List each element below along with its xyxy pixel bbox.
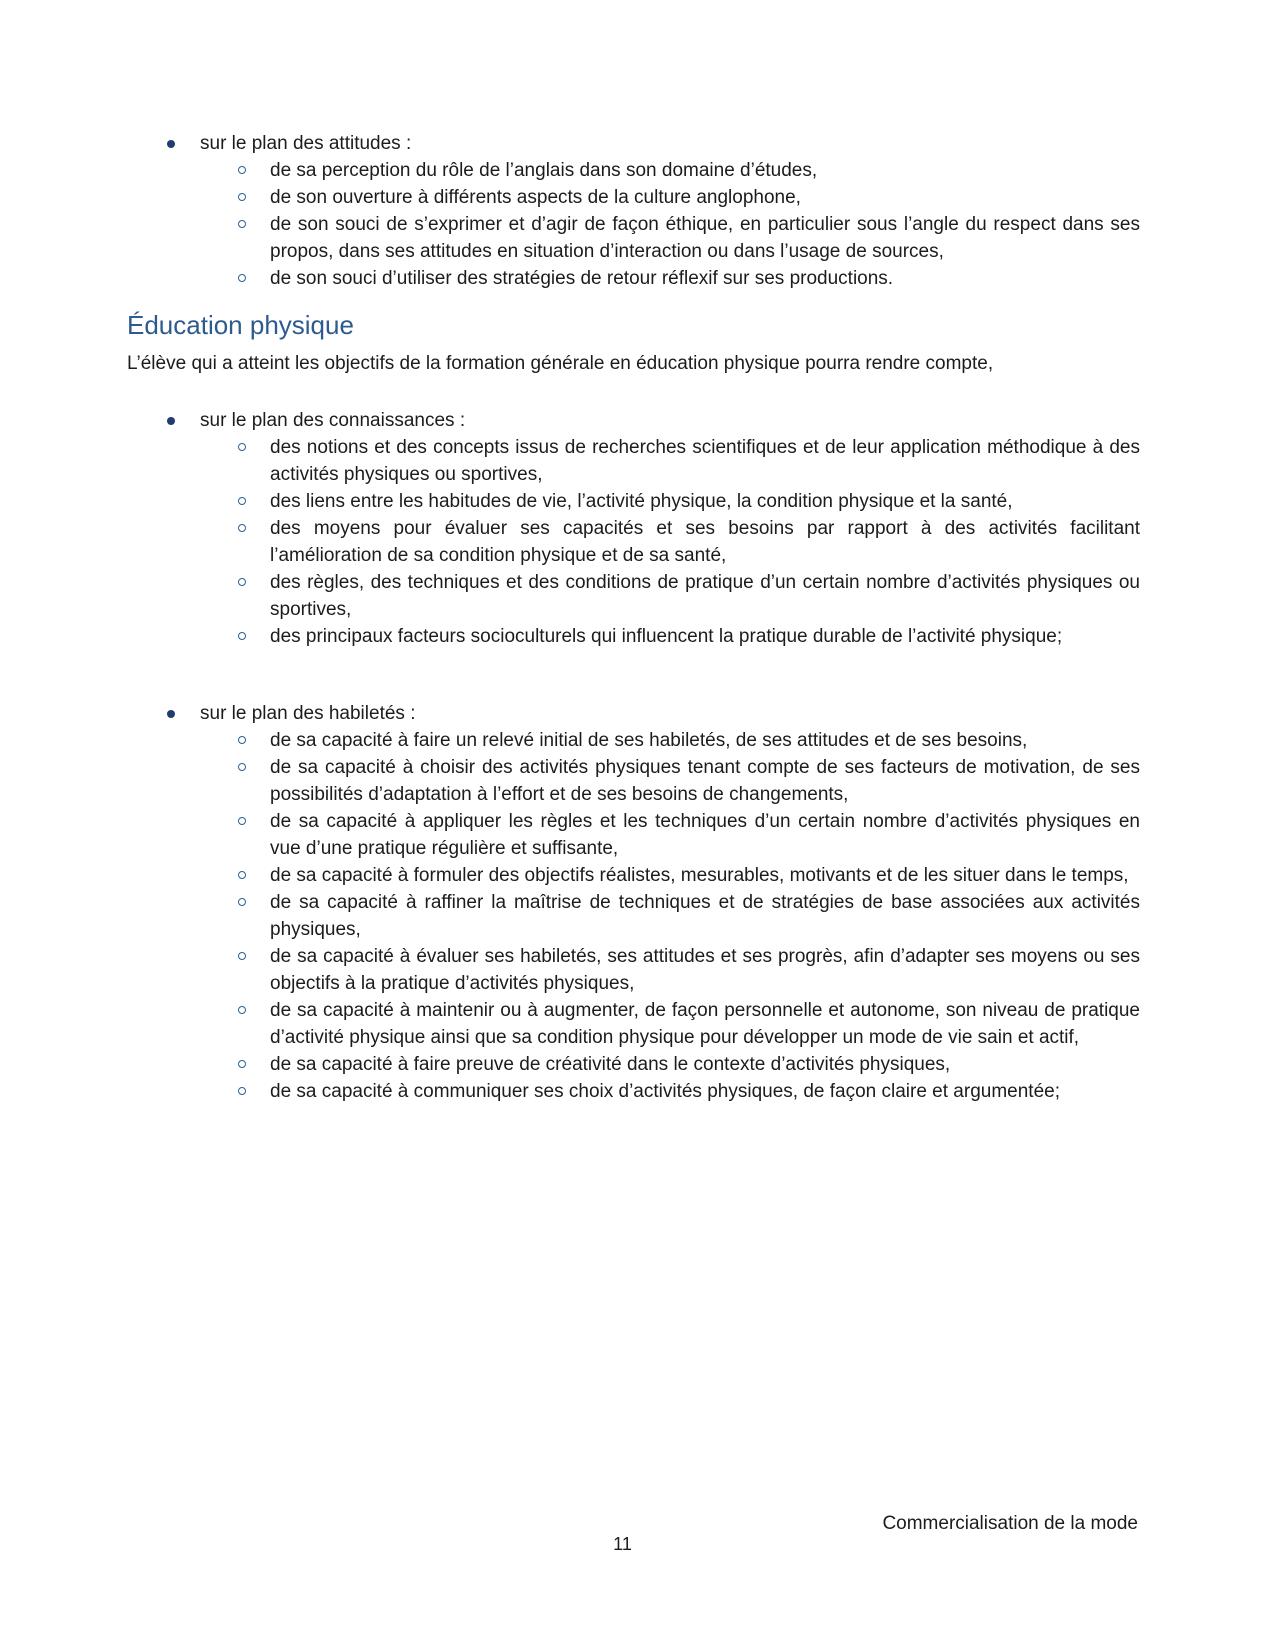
bullet-dot-icon xyxy=(167,140,175,148)
intro-paragraph: L’élève qui a atteint les objectifs de la formation générale en éducation physique pourra rendre compte, xyxy=(127,353,994,374)
list-item xyxy=(127,265,1140,292)
bullet-section-attitudes xyxy=(127,130,1140,292)
list-item xyxy=(127,488,1140,515)
circle-bullet-icon xyxy=(238,871,246,879)
circle-bullet-icon xyxy=(238,524,246,532)
circle-bullet-icon xyxy=(238,632,246,640)
list-item xyxy=(127,754,1140,808)
bullet-dot-icon xyxy=(167,710,175,718)
list-item-text: des liens entre les habitudes de vie, l’activité physique, la condition physique et la santé, xyxy=(270,491,1013,512)
list-item-text: des règles, des techniques et des conditions de pratique d’un certain nombre d’activités physiques ou sportives, xyxy=(270,572,1140,620)
circle-bullet-icon xyxy=(238,763,246,771)
list-item-text: de sa capacité à raffiner la maîtrise de techniques et de stratégies de base associées aux activités physiques, xyxy=(270,892,1140,940)
bullet-lead-label: sur le plan des attitudes : xyxy=(200,133,412,154)
circle-bullet-icon xyxy=(238,1006,246,1014)
list-item xyxy=(127,434,1140,488)
bullet-dot-icon xyxy=(167,417,175,425)
circle-bullet-icon xyxy=(238,898,246,906)
list-item-text: des moyens pour évaluer ses capacités et ses besoins par rapport à des activités facilitant l’amélioration de sa condition physique et de sa santé, xyxy=(270,518,1140,566)
list-item xyxy=(127,184,1140,211)
list-item xyxy=(127,515,1140,569)
list-item-text: de son souci d’utiliser des stratégies de retour réflexif sur ses productions. xyxy=(270,268,894,289)
circle-bullet-icon xyxy=(238,274,246,282)
list-item-text: de sa capacité à faire un relevé initial de ses habiletés, de ses attitudes et de ses besoins, xyxy=(270,730,1028,751)
bullet-lead xyxy=(127,407,1140,434)
bullet-lead-label: sur le plan des connaissances : xyxy=(200,410,466,431)
list-item xyxy=(127,808,1140,862)
list-item-text: de sa capacité à choisir des activités physiques tenant compte de ses facteurs de motivation, de ses possibilités d’adaptation à l’effort et de ses besoins de changements, xyxy=(270,757,1140,805)
list-item xyxy=(127,623,1140,650)
list-item xyxy=(127,569,1140,623)
footer-document-title: Commercialisation de la mode xyxy=(882,1513,1138,1534)
section-heading: Éducation physique xyxy=(127,310,354,340)
list-item xyxy=(127,727,1140,754)
circle-bullet-icon xyxy=(238,952,246,960)
circle-bullet-icon xyxy=(238,220,246,228)
list-item xyxy=(127,889,1140,943)
list-item-text: de sa perception du rôle de l’anglais dans son domaine d’études, xyxy=(270,160,818,181)
list-item xyxy=(127,997,1140,1051)
page-number: 11 xyxy=(613,1534,632,1554)
bullet-section-habiletes xyxy=(127,700,1140,1105)
circle-bullet-icon xyxy=(238,443,246,451)
list-item-text: de sa capacité à formuler des objectifs réalistes, mesurables, motivants et de les situer dans le temps, xyxy=(270,865,1129,886)
sub-list-habiletes xyxy=(127,727,1140,1105)
list-item xyxy=(127,211,1140,265)
circle-bullet-icon xyxy=(238,193,246,201)
bullet-section-connaissances xyxy=(127,407,1140,650)
list-item-text: des principaux facteurs socioculturels qui influencent la pratique durable de l’activité physique; xyxy=(270,626,1063,647)
list-item-text: des notions et des concepts issus de recherches scientifiques et de leur application méthodique à des activités physiques ou sportives, xyxy=(270,437,1140,485)
list-item xyxy=(127,862,1140,889)
circle-bullet-icon xyxy=(238,166,246,174)
list-item xyxy=(127,1051,1140,1078)
list-item xyxy=(127,1078,1140,1105)
circle-bullet-icon xyxy=(238,1087,246,1095)
list-item-text: de sa capacité à communiquer ses choix d’activités physiques, de façon claire et argumentée; xyxy=(270,1081,1060,1102)
circle-bullet-icon xyxy=(238,736,246,744)
list-item xyxy=(127,943,1140,997)
circle-bullet-icon xyxy=(238,497,246,505)
page-content xyxy=(127,130,1140,1105)
circle-bullet-icon xyxy=(238,578,246,586)
list-item-text: de son souci de s’exprimer et d’agir de façon éthique, en particulier sous l’angle du respect dans ses propos, dans ses attitudes en situation d’interaction ou dans l’usage de sources, xyxy=(270,214,1140,262)
list-item-text: de sa capacité à appliquer les règles et les techniques d’un certain nombre d’activités physiques en vue d’une pratique régulière et suffisante, xyxy=(270,811,1140,859)
bullet-lead xyxy=(127,130,1140,157)
list-item-text: de sa capacité à maintenir ou à augmenter, de façon personnelle et autonome, son niveau de pratique d’activité physique ainsi que sa condition physique pour développer un mode de vie sain et actif, xyxy=(270,1000,1140,1048)
circle-bullet-icon xyxy=(238,817,246,825)
circle-bullet-icon xyxy=(238,1060,246,1068)
list-item-text: de sa capacité à faire preuve de créativité dans le contexte d’activités physiques, xyxy=(270,1054,951,1075)
bullet-lead xyxy=(127,700,1140,727)
list-item-text: de son ouverture à différents aspects de la culture anglophone, xyxy=(270,187,801,208)
bullet-lead-label: sur le plan des habiletés : xyxy=(200,703,416,724)
list-item-text: de sa capacité à évaluer ses habiletés, ses attitudes et ses progrès, afin d’adapter ses moyens ou ses objectifs à la pratique d’activités physiques, xyxy=(270,946,1140,994)
sub-list-attitudes xyxy=(127,157,1140,292)
list-item xyxy=(127,157,1140,184)
sub-list-connaissances xyxy=(127,434,1140,650)
